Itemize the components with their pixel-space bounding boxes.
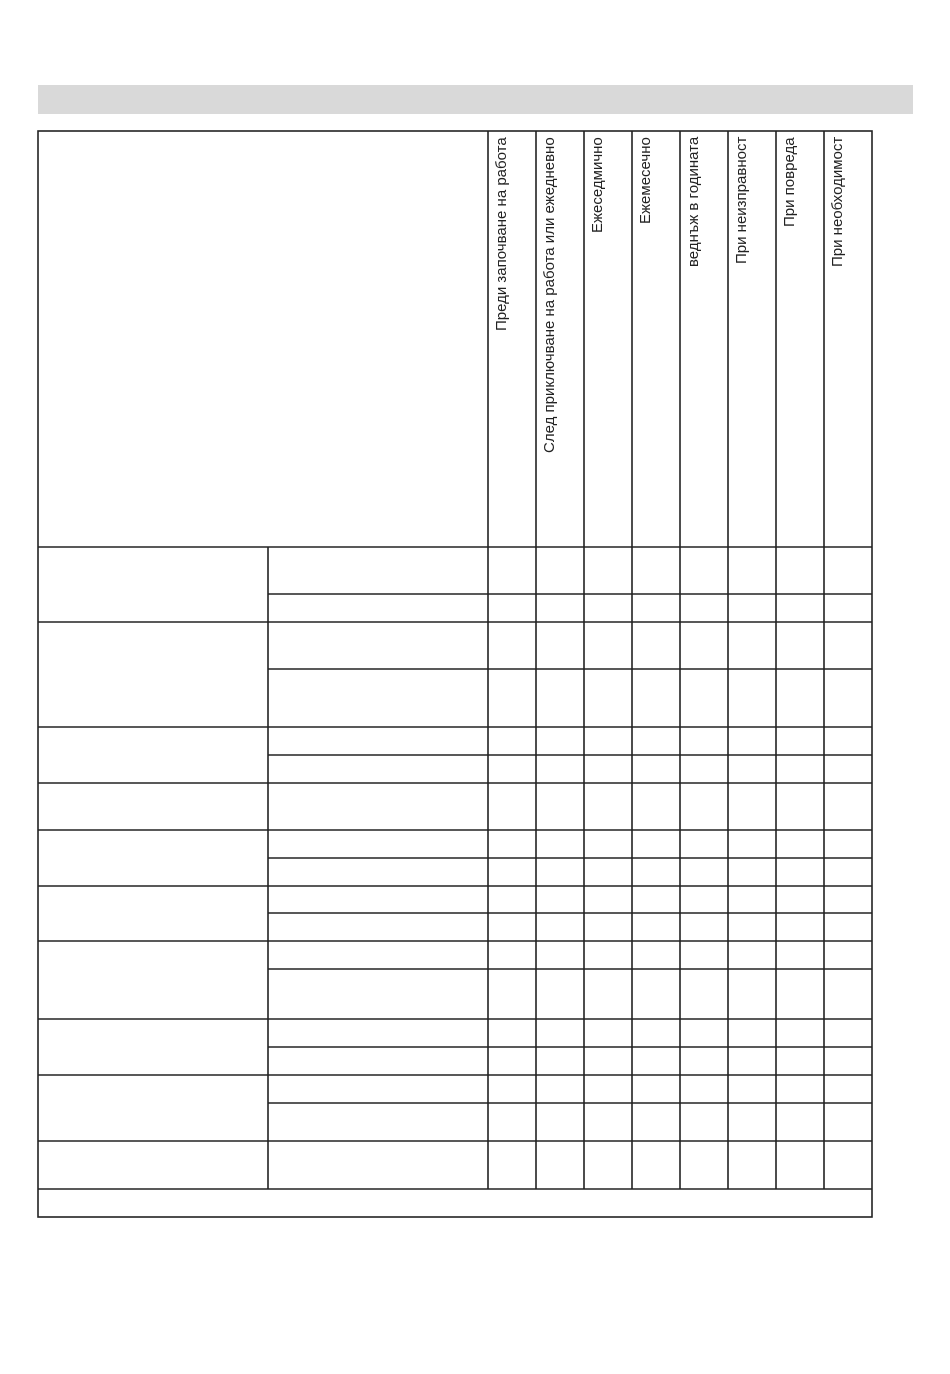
column-header: След приключване на работа или ежедневно	[541, 137, 558, 453]
column-header: Преди започване на работа	[493, 137, 510, 331]
column-header: При неизправност	[733, 136, 750, 264]
column-header: веднъж в годината	[685, 136, 702, 267]
column-header: При необходимост	[829, 136, 846, 267]
column-header: Ежеседмично	[589, 137, 606, 233]
column-header: При повреда	[781, 137, 798, 227]
column-header: Ежемесечно	[637, 137, 654, 224]
table-border	[38, 131, 872, 1217]
